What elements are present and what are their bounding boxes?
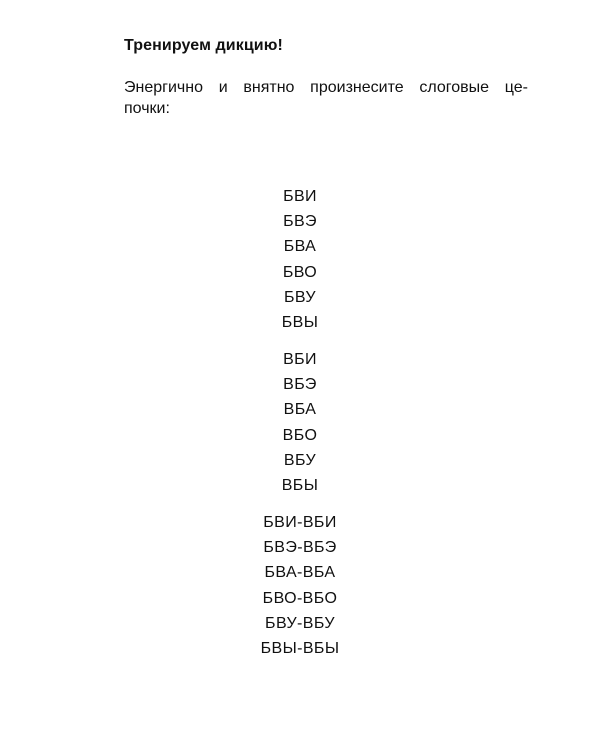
syllable-item: БВО [282, 263, 318, 281]
syllable-pair-item: БВО-ВБО [262, 589, 338, 607]
instruction-line-1: Энергично и внятно произнесите слоговые це- [124, 79, 528, 96]
syllable-item: БВУ [283, 288, 316, 306]
syllable-pair-item: БВИ-ВБИ [263, 514, 337, 531]
syllable-item: БВЭ [283, 213, 317, 231]
syllable-pair-item: БВА-ВБА [264, 564, 336, 582]
syllable-pair-item: БВЫ-ВБЫ [260, 639, 340, 657]
syllable-item: ВБУ [283, 451, 317, 469]
syllable-pair-item: БВЭ-ВБЭ [263, 539, 337, 557]
syllable-group-pairs [0, 510, 600, 661]
syllable-item: ВБИ [283, 351, 317, 368]
instruction-text [124, 77, 528, 119]
syllable-group-vb [0, 347, 600, 498]
syllable-item: ВБО [282, 426, 318, 444]
syllable-item: ВБЭ [283, 376, 317, 394]
syllable-item: БВИ [283, 188, 317, 205]
syllable-group-bv [0, 184, 600, 335]
instruction-line-2: почки: [124, 100, 170, 117]
syllable-pair-item: БВУ-ВБУ [265, 614, 335, 632]
page-title: Тренируем дикцию! [124, 37, 283, 54]
syllable-item: ВБА [283, 401, 317, 419]
syllable-item: БВА [283, 238, 317, 256]
syllable-item: БВЫ [281, 313, 319, 331]
syllable-item: ВБЫ [281, 476, 319, 494]
